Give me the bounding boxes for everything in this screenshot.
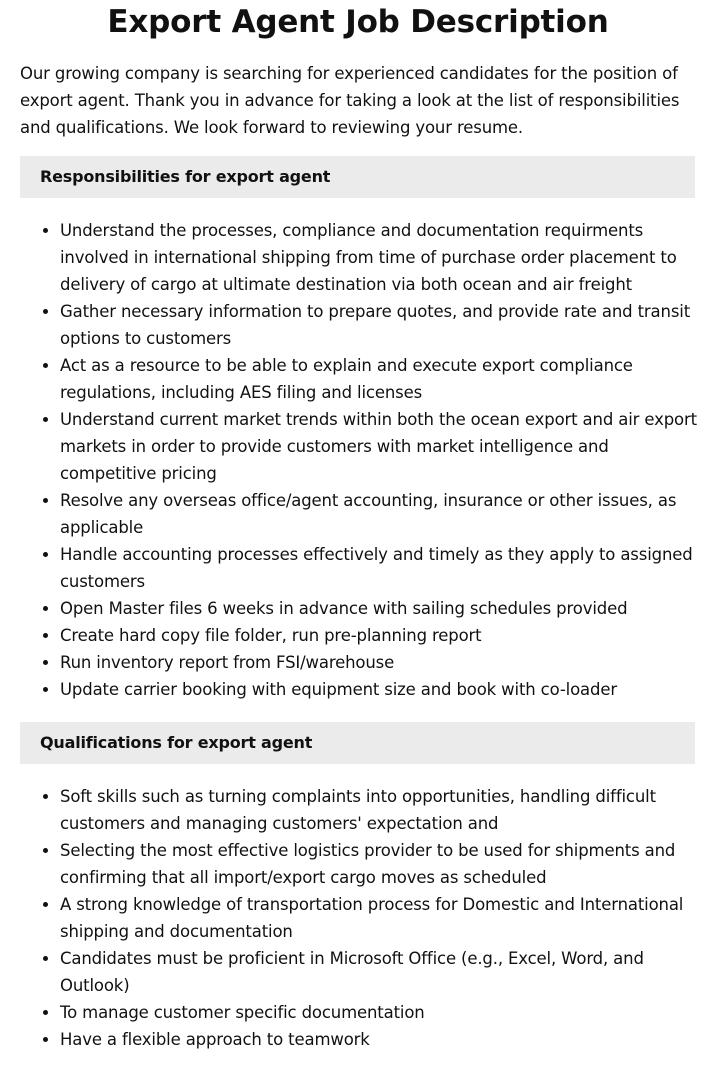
list-item: • Resolve any overseas office/agent accounting, insurance or other issues, as applicable (60, 487, 700, 541)
responsibilities-list (20, 217, 700, 703)
list-item: • Understand the processes, compliance and documentation requirments involved in international shipping from time of purchase order placement to delivery of cargo at ultimate destination via both ocean and air freight (60, 217, 700, 298)
list-item: • To manage customer specific documentation (60, 999, 700, 1026)
responsibilities-heading: Responsibilities for export agent (20, 156, 695, 198)
list-item: • Create hard copy file folder, run pre-planning report (60, 622, 700, 649)
list-item: • Run inventory report from FSI/warehouse (60, 649, 700, 676)
list-item: • A strong knowledge of transportation process for Domestic and International shipping and documentation (60, 891, 700, 945)
qualifications-list (20, 783, 700, 1053)
list-item: • Open Master files 6 weeks in advance with sailing schedules provided (60, 595, 700, 622)
list-item: • Understand current market trends within both the ocean export and air export markets in order to provide customers with market intelligence and competitive pricing (60, 406, 700, 487)
qualifications-heading: Qualifications for export agent (20, 722, 695, 764)
intro-paragraph: Our growing company is searching for experienced candidates for the position of export agent. Thank you in advance for taking a look at the list of responsibilities and qualifications. We look forward to reviewing your resume. (20, 64, 680, 137)
list-item: • Update carrier booking with equipment size and book with co-loader (60, 676, 700, 703)
list-item: • Have a flexible approach to teamwork (60, 1026, 700, 1053)
list-item: • Gather necessary information to prepare quotes, and provide rate and transit options to customers (60, 298, 700, 352)
list-item: • Soft skills such as turning complaints into opportunities, handling difficult customers and managing customers' expectation and (60, 783, 700, 837)
page-title: Export Agent Job Description (107, 4, 609, 40)
list-item: • Act as a resource to be able to explain and execute export compliance regulations, including AES filing and licenses (60, 352, 700, 406)
list-item: • Selecting the most effective logistics provider to be used for shipments and confirming that all import/export cargo moves as scheduled (60, 837, 700, 891)
list-item: • Candidates must be proficient in Microsoft Office (e.g., Excel, Word, and Outlook) (60, 945, 700, 999)
list-item: • Handle accounting processes effectively and timely as they apply to assigned customers (60, 541, 700, 595)
